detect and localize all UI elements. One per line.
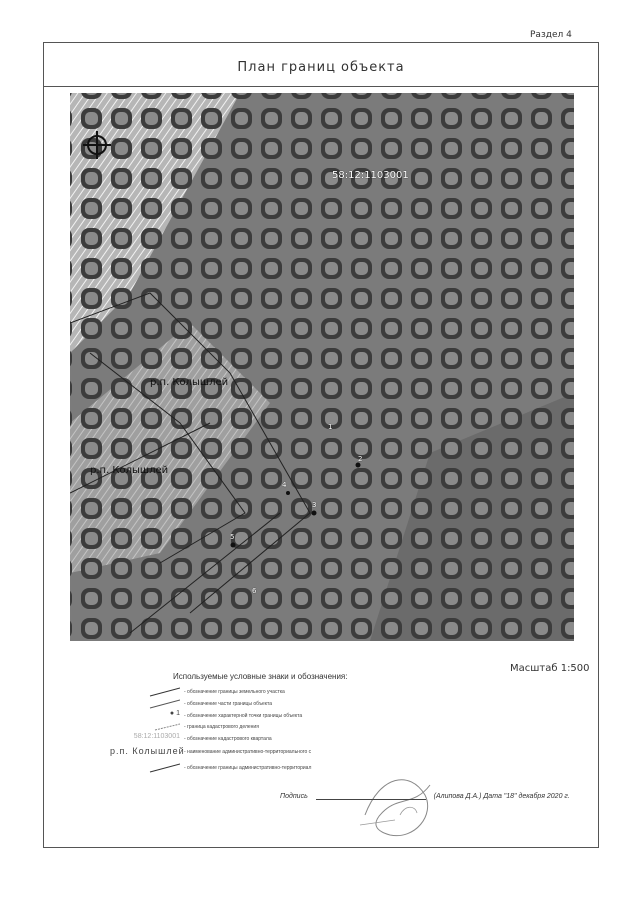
part-boundary-line-icon — [110, 698, 180, 710]
scale-label: Масштаб 1:500 — [510, 663, 590, 674]
signature-line — [316, 799, 426, 800]
legend-item-text: - обозначение кадастрового квартала — [184, 736, 272, 742]
locality-label: р.п. Колышлей — [150, 377, 229, 388]
point-label: 2 — [358, 455, 363, 463]
locality-symbol: р.п. Колышлей — [110, 746, 185, 756]
cadastral-block-label: 58:12:1103001 — [332, 170, 409, 181]
legend-item-text: - обозначение границы земельного участка — [184, 689, 285, 695]
admin-boundary-line-icon — [110, 762, 180, 774]
legend-item-text: - обозначение части границы объекта — [184, 701, 273, 707]
signature-row — [280, 793, 570, 800]
section-label: Раздел 4 — [530, 30, 572, 40]
signer-name: (Алипова Д.А.) — [433, 793, 482, 800]
legend-item-text: - обозначение характерной точки границы объекта — [184, 713, 303, 719]
cadastral-block-symbol: 58:12:1103001 — [133, 733, 180, 740]
point-label: 1 — [328, 423, 333, 431]
point-label: 6 — [252, 587, 257, 595]
point-label: 5 — [230, 533, 235, 541]
cadastral-division-line-icon — [110, 721, 180, 733]
signature-label: Подпись — [280, 793, 308, 800]
legend-title: Используемые условные знаки и обозначения: — [173, 672, 348, 681]
map-image — [70, 93, 574, 641]
legend-item-text: - граница кадастрового деления — [184, 724, 259, 730]
page-title: План границ объекта — [237, 60, 405, 75]
point-marker-icon: ● 1 — [169, 710, 180, 717]
boundary-line-icon — [110, 686, 180, 698]
signature-date: Дата "18" декабря 2020 г. — [483, 793, 570, 800]
legend-item-text: - обозначение границы административно-территориал — [184, 765, 312, 771]
title-box — [43, 42, 599, 87]
legend-item-text: - наименование административно-территориального с — [184, 749, 312, 755]
signature-stamp-image — [355, 765, 445, 845]
point-label: 4 — [282, 481, 287, 489]
point-label: 3 — [312, 501, 317, 509]
aerial-photo — [70, 93, 574, 641]
locality-label: р.п. Колышлей — [90, 465, 169, 476]
